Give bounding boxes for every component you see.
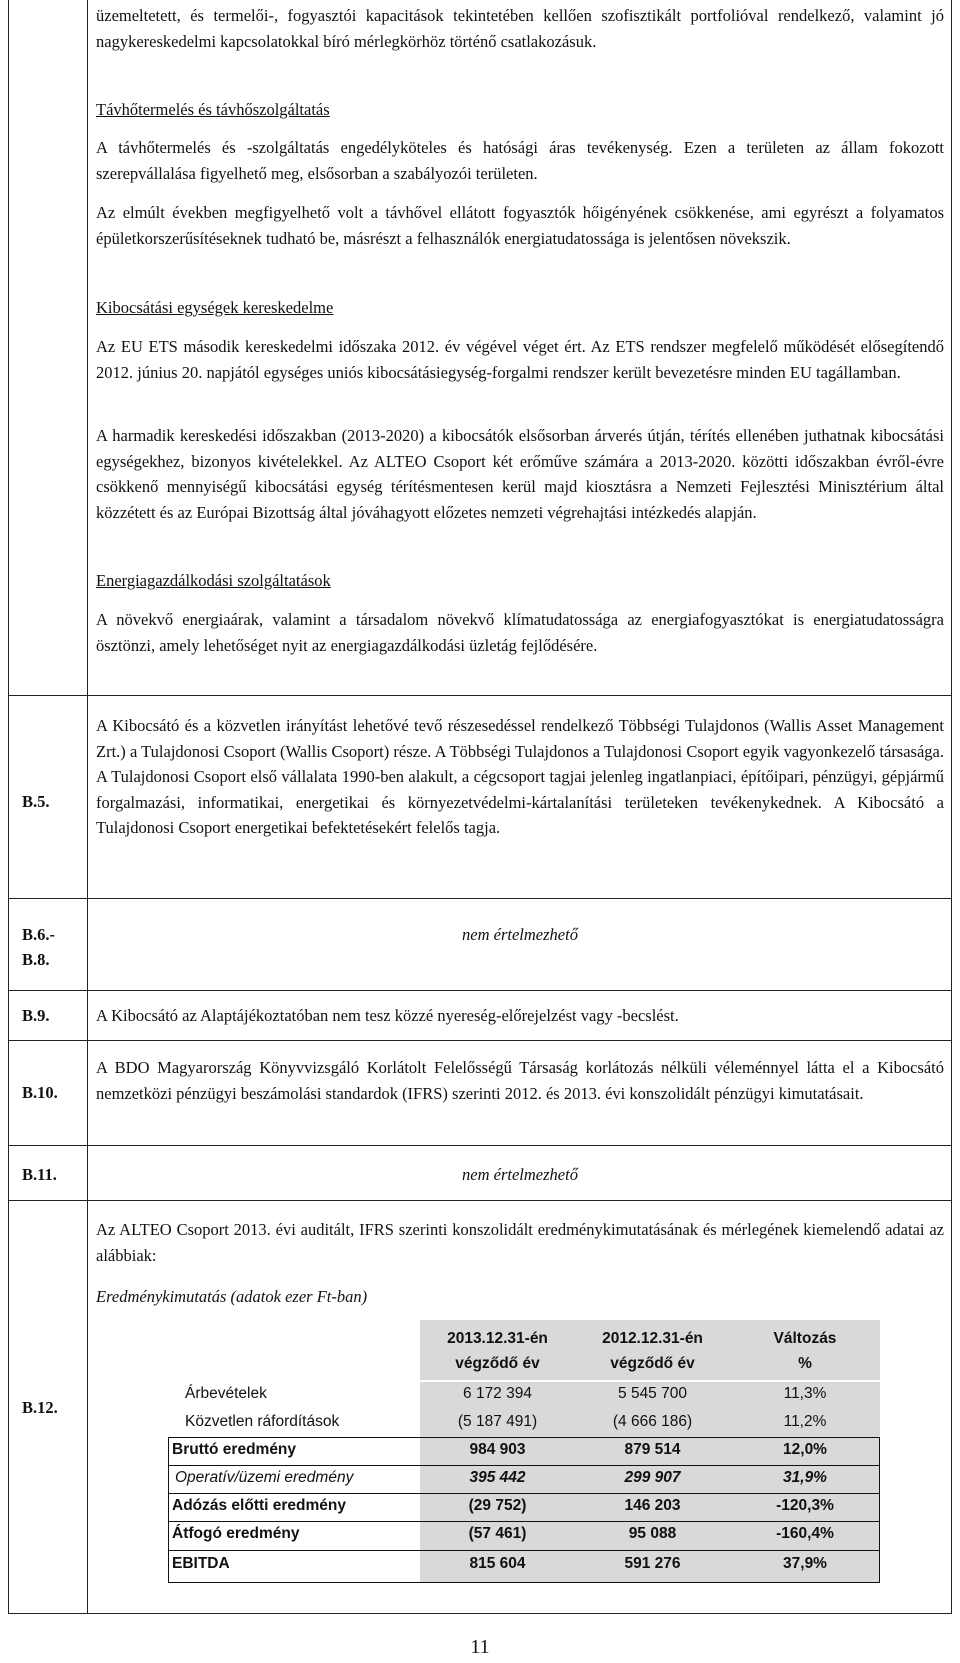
- b12-intro: Az ALTEO Csoport 2013. évi auditált, IFRS szerinti konszolidált eredménykimutatásának és mérlegének kiemelendő adatai az alábbiak:: [96, 1220, 944, 1265]
- paragraph: A növekvő energiaárak, valamint a társadalom növekvő klímatudatossága az energiafogyasztókat is energiatudatosságra ösztönzi, amely lehetőséget nyit az energiagazdálkodási üzletág fejlődésére.: [96, 610, 944, 655]
- b5-text: A Kibocsátó és a közvetlen irányítást lehetővé tevő részesedéssel rendelkező Többségi Tulajdonos (Wallis Asset Management Zrt.) a Tulajdonosi Csoport (Wallis Csoport) része. A Többségi Tulajdonos a Tulajdonosi Csoport egyik vagyonkezelő társasága. A Tulajdonosi Csoport első vállalata 1990-ben alakult, a cégcsoport tagjai jelenleg ingatlanpiaci, építőipari, pénzügyi, gépjármű forgalmazási, informatikai, energetikai és környezetvédelmi-kártalanítási területeken tevékenykednek. A Kibocsátó a Tulajdonosi Csoport energetikai befektetésekért felelős tagja.: [96, 716, 944, 837]
- row-value: 815 604: [469, 1555, 526, 1572]
- row-label-adozas: Adózás előtti eredmény: [172, 1497, 346, 1514]
- row-value: (29 752): [468, 1497, 527, 1514]
- row-value: 37,9%: [783, 1555, 827, 1572]
- table-rule: [168, 1465, 880, 1466]
- row-value: 591 276: [624, 1555, 681, 1572]
- row-value: 6 172 394: [463, 1385, 532, 1402]
- b68-text: nem értelmezhető: [462, 925, 578, 944]
- row-label-ebitda: EBITDA: [172, 1555, 230, 1572]
- section-heading: Kibocsátási egységek kereskedelme: [96, 298, 334, 317]
- row-value: -120,3%: [776, 1497, 834, 1514]
- header-change-l2: %: [798, 1355, 812, 1372]
- table-rule: [168, 1550, 880, 1551]
- section-label-b6: B.6.-: [22, 925, 55, 944]
- section-heading: Energiagazdálkodási szolgáltatások: [96, 571, 331, 590]
- row-value: 11,2%: [783, 1413, 827, 1430]
- header-2013-l2: végződő év: [455, 1355, 540, 1372]
- table-right-edge: [879, 1437, 880, 1583]
- b12-subtitle: Eredménykimutatás (adatok ezer Ft-ban): [96, 1287, 368, 1306]
- row-value: (4 666 186): [612, 1413, 693, 1430]
- row-value: 395 442: [469, 1469, 526, 1486]
- row-value: 11,3%: [783, 1385, 827, 1402]
- row-label-operativ: Operatív/üzemi eredmény: [175, 1469, 354, 1486]
- table-rule: [168, 1493, 880, 1494]
- paragraph: A harmadik kereskedési időszakban (2013-2020) a kibocsátók elsősorban árverés útján, térítés ellenében juthatnak kibocsátási egységekhez, bizonyos kivételekkel. Az ALTEO Csoport két erőműve számára a 2013-2020. közötti időszakban évről-évre csökkenő mennyiségű kibocsátási egység térítésmentesen kerül majd kiosztásra a Nemzeti Fejlesztési Minisztérium által közzétett és az Európai Bizottság által jóváhagyott előzetes nemzeti végrehajtási intézkedés alapján.: [96, 426, 944, 522]
- row-value: 12,0%: [783, 1441, 827, 1458]
- row-label-arbevetelek: Árbevételek: [185, 1385, 267, 1402]
- section-label-b8: B.8.: [22, 950, 50, 969]
- paragraph: üzemeltetett, és termelői-, fogyasztói kapacitások tekintetében kellően szofisztikált portfolióval rendelkező, valamint jó nagykereskedelmi kapcsolatokkal bíró mérlegkörhöz történő csatlakozásuk.: [96, 6, 944, 51]
- row-label-brutto: Bruttó eredmény: [172, 1441, 297, 1458]
- row-value: 5 545 700: [618, 1385, 687, 1402]
- page-number: 11: [470, 1636, 490, 1658]
- section-label-b11: B.11.: [22, 1165, 57, 1184]
- row-label-kozvetlen: Közvetlen ráfordítások: [185, 1413, 340, 1430]
- paragraph: Az elmúlt években megfigyelhető volt a távhővel ellátott fogyasztók hőigényének csökkenése, ami egyrészt a folyamatos épületkorszerűsítéseknek tudható be, másrészt a felhasználók energiatudatossága is jelentősen növekszik.: [96, 203, 944, 248]
- table-rule: [168, 1437, 880, 1438]
- header-change-l1: Változás: [773, 1330, 837, 1347]
- paragraph: A távhőtermelés és -szolgáltatás engedélyköteles és hatósági áras tevékenység. Ezen a területen az állam fokozott szerepvállalása figyelhető meg, elsősorban a szabályozói területen.: [96, 138, 944, 183]
- paragraph: Az EU ETS második kereskedelmi időszaka 2012. év végével véget ért. Az ETS rendszer megfelelő működését elősegítendő 2012. június 20. napjától egységes uniós kibocsátásiegység-forgalmi rendszer került bevezetésre minden EU tagállamban.: [96, 337, 944, 382]
- b10-text: A BDO Magyarország Könyvvizsgáló Korlátolt Felelősségű Társaság korlátozás nélküli véleménnyel látta el a Kibocsátó nemzetközi pénzügyi beszámolási standardok (IFRS) szerinti 2012. és 2013. évi konszolidált pénzügyi kimutatásait.: [96, 1058, 944, 1103]
- row-value: 984 903: [469, 1441, 526, 1458]
- row-value: (57 461): [468, 1525, 527, 1542]
- table-left-edge: [168, 1437, 169, 1583]
- row-value: 31,9%: [783, 1469, 827, 1486]
- section-label-b12: B.12.: [22, 1398, 58, 1417]
- section-label-b5: B.5.: [22, 792, 50, 811]
- section-label-b10: B.10.: [22, 1083, 58, 1102]
- row-value: 299 907: [624, 1469, 681, 1486]
- header-2013-l1: 2013.12.31-én: [447, 1330, 548, 1347]
- header-2012-l2: végződő év: [610, 1355, 695, 1372]
- row-label-atfogo: Átfogó eredmény: [172, 1525, 300, 1542]
- row-value: (5 187 491): [457, 1413, 538, 1430]
- table-rule: [168, 1582, 880, 1583]
- header-2012-l1: 2012.12.31-én: [602, 1330, 703, 1347]
- section-heading: Távhőtermelés és távhőszolgáltatás: [96, 100, 330, 119]
- table-rule: [168, 1521, 880, 1522]
- row-value: 95 088: [628, 1525, 677, 1542]
- b9-text: A Kibocsátó az Alaptájékoztatóban nem tesz közzé nyereség-előrejelzést vagy -becslést.: [96, 1006, 679, 1025]
- row-value: -160,4%: [776, 1525, 834, 1542]
- section-label-b9: B.9.: [22, 1006, 50, 1025]
- row-value: 879 514: [624, 1441, 681, 1458]
- b11-text: nem értelmezhető: [462, 1165, 578, 1184]
- row-value: 146 203: [624, 1497, 681, 1514]
